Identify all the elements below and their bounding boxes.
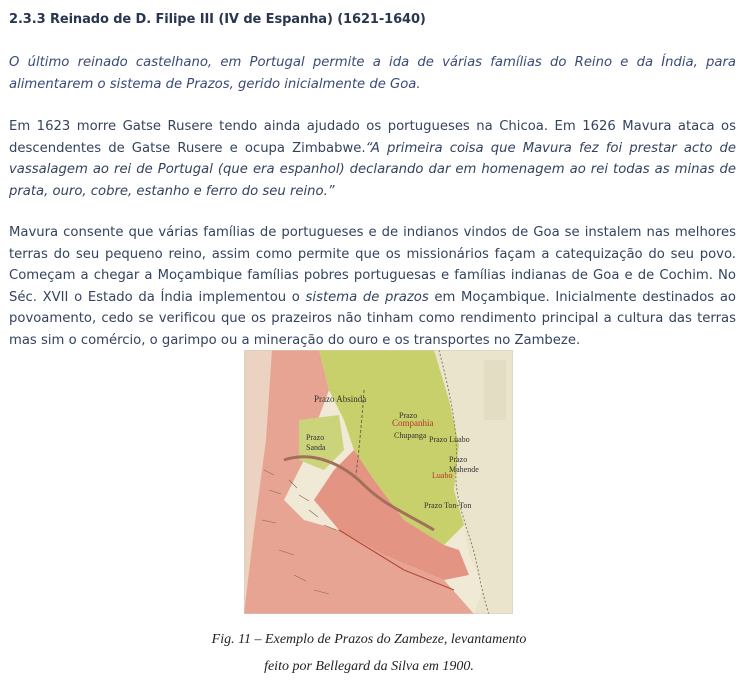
map-label-mahende-prazo: Prazo [449, 455, 468, 464]
map-label-sanda-prazo: Prazo [306, 433, 325, 442]
map-label-chupanga: Chupanga [394, 431, 427, 440]
prazos-map-image [244, 350, 513, 614]
emphasis-sistema-de-prazos: sistema de prazos [305, 289, 429, 305]
map-label-luabo-2: Luabo [432, 471, 453, 480]
map-drawing [244, 350, 513, 614]
mavura-quote: “A primeira coisa que Mavura fez foi prestar acto de vassalagem ao rei de Portugal (que era espanhol) declarando dar em homenagem ao rei todas as minas de prata, ouro, cobre, estanho e ferro do seu reino.” [9, 140, 736, 199]
map-margin-note [484, 360, 506, 420]
map-label-prazo: Prazo [399, 411, 418, 420]
paragraph-mavura [9, 116, 736, 202]
map-label-absinda: Prazo Absinda [314, 394, 367, 404]
map-label-sanda: Sanda [306, 443, 326, 452]
map-label-ton-ton: Prazo Ton-Ton [424, 501, 472, 510]
paragraph-text-after: em Moçambique. Inicialmente destinados ao povoamento, cedo se verificou que os prazeiros não tinham como rendimento principal a cultura das terras mas sim o comércio, o garimpo ou a mineração do ouro e os transportes no Zambeze. [9, 289, 736, 348]
figure-caption-line-2: feito por Bellegard da Silva em 1900. [264, 659, 474, 674]
map-label-mahende: Mahende [449, 465, 479, 474]
paragraph-prazos [9, 222, 736, 351]
map-label-luabo: Prazo Luabo [429, 435, 470, 444]
paragraph-text: Em 1623 morre Gatse Rusere tendo ainda ajudado os portugueses na Chicoa. Em 1626 Mavura ataca os descendentes de Gatse Rusere e ocupa Zimbabwe. [9, 119, 736, 156]
map-label-companhia: Companhia [392, 418, 434, 428]
paragraph-intro: O último reinado castelhano, em Portugal permite a ida de várias famílias do Reino e da Índia, para alimentarem o sistema de Prazos, gerido inicialmente de Goa. [9, 55, 736, 92]
section-heading: 2.3.3 Reinado de D. Filipe III (IV de Espanha) (1621-1640) [9, 12, 426, 27]
paragraph-text-before: Mavura consente que várias famílias de portugueses e de indianos vindos de Goa se instalem nas melhores terras do seu pequeno reino, assim como permite que os missionários façam a catequização do seu povo. Começam a chegar a Moçambique famílias pobres portuguesas e famílias indianas de Goa e de Cochim. No Séc. XVII o Estado da Índia implementou o [9, 225, 736, 305]
figure-caption-line-1: Fig. 11 – Exemplo de Prazos do Zambeze, levantamento [211, 632, 527, 647]
